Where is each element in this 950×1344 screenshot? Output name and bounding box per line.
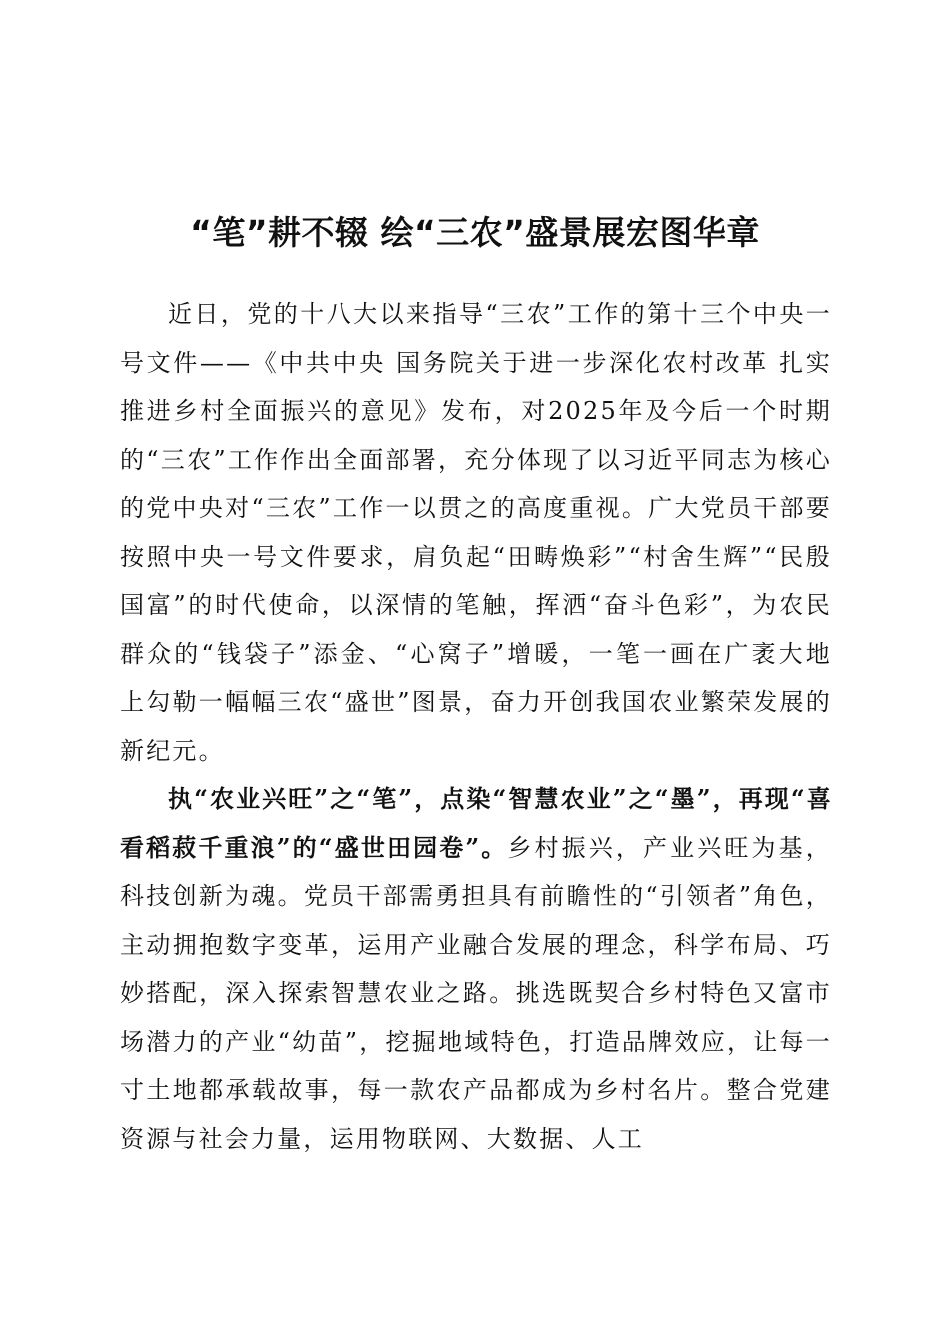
paragraph-agriculture [120, 775, 832, 1163]
paragraph-lead-sentence: 执“农业兴旺”之“笔”，点染“智慧农业”之“墨”，再现“喜看稻菽千重浪”的“盛世田园卷”。 [120, 784, 832, 862]
document-body [120, 290, 832, 1163]
paragraph-body-text: 乡村振兴，产业兴旺为基，科技创新为魂。党员干部需勇担具有前瞻性的“引领者”角色，主动拥抱数字变革，运用产业融合发展的理念，科学布局、巧妙搭配，深入探索智慧农业之路。挑选既契合乡村特色又富市场潜力的产业“幼苗”，挖掘地域特色，打造品牌效应，让每一寸土地都承载故事，每一款农产品都成为乡村名片。整合党建资源与社会力量，运用物联网、大数据、人工 [120, 833, 832, 1153]
document-title: “笔”耕不辍 绘“三农”盛景展宏图华章 [190, 213, 760, 253]
paragraph-intro: 近日，党的十八大以来指导“三农”工作的第十三个中央一号文件——《中共中央 国务院关于进一步深化农村改革 扎实推进乡村全面振兴的意见》发布，对2025年及今后一个时期的“三农”工作作出全面部署，充分体现了以习近平同志为核心的党中央对“三农”工作一以贯之的高度重视。广大党员干部要按照中央一号文件要求，肩负起“田畴焕彩”“村舍生辉”“民殷国富”的时代使命，以深情的笔触，挥洒“奋斗色彩”，为农民群众的“钱袋子”添金、“心窝子”增暖，一笔一画在广袤大地上勾勒一幅幅三农“盛世”图景，奋力开创我国农业繁荣发展的新纪元。 [120, 300, 832, 765]
